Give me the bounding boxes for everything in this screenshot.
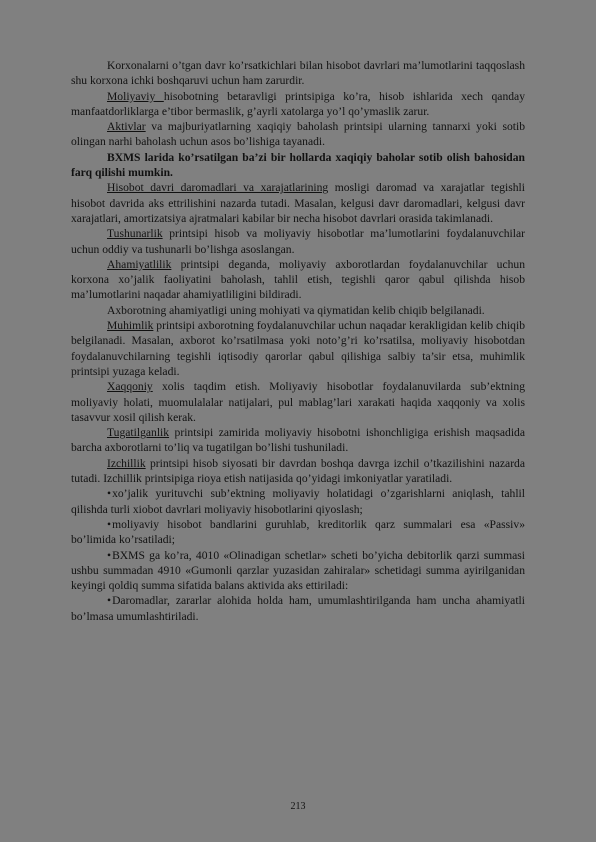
paragraph-text: Axborotning ahamiyatligi uning mohiyati va qiymatidan kelib chiqib belgilanadi. <box>107 303 485 317</box>
term: Xaqqoniy <box>107 380 153 394</box>
paragraph <box>71 257 525 303</box>
paragraph-text: printsipi zamirida moliyaviy hisobotni ishonchligiga erishish maqsadida barcha axborotlarni to’liq va tugatilgan bo’lishi tushuniladi. <box>71 426 525 455</box>
bullet-item: • Daromadlar, zararlar alohida holda ham, umumlashtirilganda ham uncha ahamiyatli bo’lmasa umumlashtiriladi. <box>71 593 525 624</box>
term: Ahamiyatlilik <box>107 257 172 271</box>
paragraph <box>71 226 525 257</box>
paragraph <box>71 89 525 120</box>
term: Tushunarlik <box>107 227 163 241</box>
paragraph-bold: BXMS larida ko’rsatilgan ba’zi bir hollarda xaqiqiy baholar sotib olish bahosidan farq qilishi mumkin. <box>71 150 525 180</box>
paragraph <box>71 425 525 456</box>
bullet-item: • moliyaviy hisobot bandlarini guruhlab, kreditorlik qarz summalari esa «Passiv» bo’limida ko’rsatiladi; <box>71 517 525 548</box>
paragraph <box>71 318 525 379</box>
bullet-item: • BXMS ga ko’ra, 4010 «Olinadigan schetlar» scheti bo’yicha debitorlik qarzi summasi ushbu summadan 4910 «Gumonli qarzlar yuzasidan zahiralar» schetidagi summa ayirilganidan keyingi qoldiq summa sifatida balans aktivida aks ettiriladi: <box>71 548 525 594</box>
paragraph <box>71 119 525 150</box>
bullet-item: • xo’jalik yurituvchi sub’ektning moliyaviy holatidagi o’zgarishlarni aniqlash, tahlil qilishda turli xiobot davrlari moliyaviy hisobotlarini qiyoslash; <box>71 486 525 517</box>
paragraph <box>71 379 525 425</box>
paragraph <box>71 303 525 318</box>
paragraph-text: printsipi axborotning foydalanuvchilar uchun naqadar kerakligidan kelib chiqib belgilanadi. Masalan, axborot ko’rsatilmasa yoki noto’g’ri ko’rsatilsa, moliyaviy hisobotdan foydalanuvchilarning tegishli iqtisodiy qarorlar qabul qilishiga salbiy ta’sir etsa, muhimlik printsipi yuzaga keladi. <box>71 319 525 378</box>
paragraph-text: printsipi deganda, moliyaviy axborotlardan foydalanuvchilar uchun korxona xo’jalik faoliyatini baholash, tahlil etish, tegishli qaror qabul qilishda hisob ma’lumotlarini naqadar ahamiyatliligini bildiradi. <box>71 257 525 302</box>
paragraph-text: xolis taqdim etish. Moliyaviy hisobotlar foydalanuvilarda sub’ektning moliyaviy holati, muomulalalar natijalari, pul mablag’lari xarakati haqida xaqqoniy va xolis tasavvur xosil qilish kerak. <box>71 380 525 424</box>
term: Muhimlik <box>107 319 154 333</box>
paragraph-text: va majburiyatlarning xaqiqiy baholash printsipi ularning tannarxi yoki sotib olingan narhi baholash uchun asos bo’lishiga tayanadi. <box>71 120 525 149</box>
paragraph-text: Korxonalarni o’tgan davr ko’rsatkichlari bilan hisobot davrlari ma’lumotlarini taqqoslash shu korxona ichki boshqaruvi uchun ham zarurdir. <box>71 59 525 88</box>
paragraph <box>71 58 525 89</box>
paragraph <box>71 180 525 226</box>
term: Izchillik <box>107 456 146 470</box>
paragraph-text: mosligi daromad va xarajatlar tegishli hisobot davrida aks ettrilishini nazarda tutadi. Masalan, kelgusi davr daromadlari, kelgusi davr xarajatlari, amortizatsiya ajratmalari kabilar bir necha hisobot davrlari orasida takimlanadi. <box>71 181 525 225</box>
term: Aktivlar <box>107 120 146 134</box>
term: Tugatilganlik <box>107 426 170 440</box>
paragraph-text: hisobotning betaravligi printsipiga ko’ra, hisob ishlarida xech qanday manfaatdorliklarga e’tibor bermaslik, g’ayrli xatolarga yo’l qo’ymaslik zarur. <box>71 89 525 118</box>
paragraph-text: printsipi hisob va moliyaviy hisobotlar ma’lumotlarini foydalanuvchilar uchun oddiy va tushunarli bo’lishga asoslangan. <box>71 227 525 256</box>
term: Moliyaviy <box>107 89 164 103</box>
body-text <box>71 58 525 624</box>
page-number: 213 <box>290 801 306 812</box>
term: Hisobot davri daromadlari va xarajatlarining <box>107 181 329 195</box>
paragraph <box>71 456 525 487</box>
paragraph-text: printsipi hisob siyosati bir davrdan boshqa davrga izchil o’tkazilishini nazarda tutadi. Izchillik printsipiga rioya etish natijasida qo’yidagi imkoniyatlar yaratiladi. <box>71 456 525 486</box>
